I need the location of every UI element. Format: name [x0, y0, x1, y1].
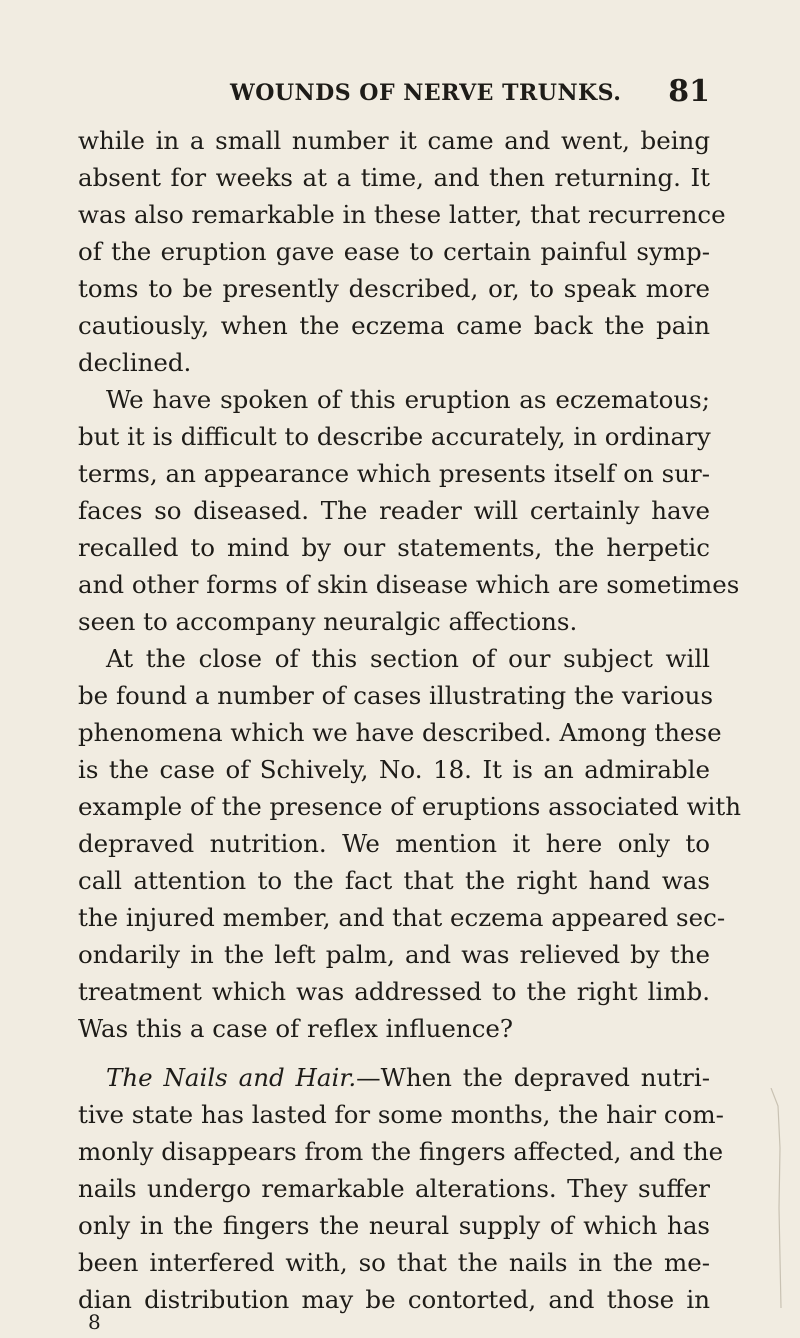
- text-line: and other forms of skin disease which are sometimes: [78, 570, 740, 599]
- text-line: At the close of this section of our subject will: [106, 644, 710, 673]
- section-first-line-text: —When the depraved nutri-: [356, 1063, 710, 1092]
- page-edge-shadow: [770, 1088, 782, 1308]
- text-line: toms to be presently described, or, to speak more: [78, 274, 710, 303]
- text-line: was also remarkable in these latter, that recurrence: [78, 200, 726, 229]
- text-line: been interfered with, so that the nails in the me-: [78, 1248, 710, 1277]
- text-line: phenomena which we have described. Among these: [78, 718, 722, 747]
- text-line: depraved nutrition. We mention it here only to: [78, 829, 710, 858]
- text-line: call attention to the fact that the right hand was: [78, 866, 710, 895]
- text-line: be found a number of cases illustrating the various: [78, 681, 714, 710]
- text-line: only in the fingers the neural supply of which has: [78, 1211, 710, 1240]
- page-number: 81: [668, 74, 710, 109]
- section-first-line: [78, 1059, 710, 1096]
- text-line: the injured member, and that eczema appeared sec-: [78, 903, 726, 932]
- text-line: monly disappears from the fingers affected, and the: [78, 1137, 724, 1166]
- text-line: tive state has lasted for some months, the hair com-: [78, 1100, 724, 1129]
- text-line: Was this a case of reflex influence?: [78, 1014, 514, 1043]
- text-line: dian distribution may be contorted, and those in: [78, 1285, 710, 1314]
- text-line: absent for weeks at a time, and then returning. It: [78, 163, 710, 192]
- text-line: but it is difficult to describe accurately, in ordinary: [78, 422, 711, 451]
- text-line: declined.: [78, 348, 192, 377]
- signature-mark: 8: [88, 1310, 101, 1334]
- running-head: WOUNDS OF NERVE TRUNKS.: [230, 80, 622, 106]
- text-line: terms, an appearance which presents itself on sur-: [78, 459, 710, 488]
- section-title: The Nails and Hair.: [106, 1063, 357, 1092]
- text-line: ondarily in the left palm, and was relieved by the: [78, 940, 710, 969]
- text-line: while in a small number it came and went, being: [78, 126, 710, 155]
- text-line: nails undergo remarkable alterations. They suffer: [78, 1174, 710, 1203]
- text-line: example of the presence of eruptions associated with: [78, 792, 741, 821]
- text-line: treatment which was addressed to the right limb.: [78, 977, 710, 1006]
- text-line: of the eruption gave ease to certain painful symp-: [78, 237, 710, 266]
- text-line: is the case of Schively, No. 18. It is an admirable: [78, 755, 710, 784]
- text-line: cautiously, when the eczema came back the pain: [78, 311, 710, 340]
- text-line: recalled to mind by our statements, the herpetic: [78, 533, 710, 562]
- page-header: [78, 74, 710, 114]
- text-line: faces so diseased. The reader will certainly have: [78, 496, 710, 525]
- text-line: We have spoken of this eruption as eczematous;: [106, 385, 710, 414]
- text-line: seen to accompany neuralgic affections.: [78, 607, 578, 636]
